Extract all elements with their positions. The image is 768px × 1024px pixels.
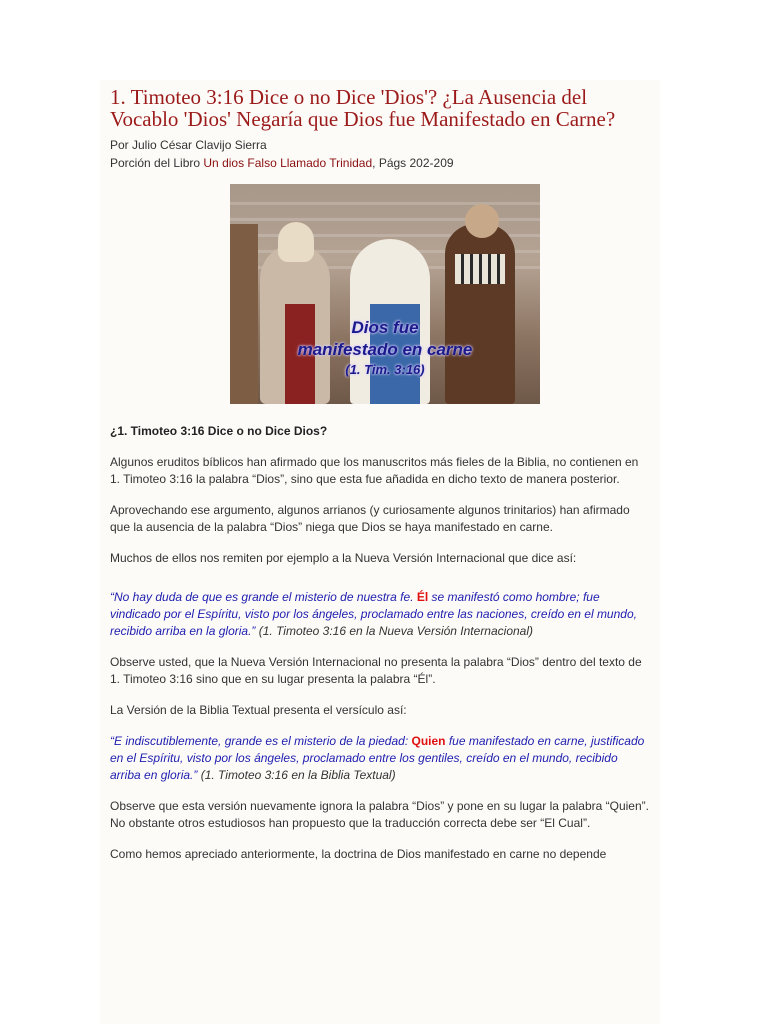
quote-textual-reference: (1. Timoteo 3:16 en la Biblia Textual) bbox=[197, 768, 396, 782]
paragraph-3: Muchos de ellos nos remiten por ejemplo a la Nueva Versión Internacional que dice así: bbox=[110, 551, 577, 565]
paragraph-2: Aprovechando ese argumento, algunos arrianos (y curiosamente algunos trinitarios) han afirmado que la ausencia de la palabra “Dios” niega que Dios se haya manifestado en carne. bbox=[110, 503, 630, 534]
figure-right-shawl bbox=[455, 254, 505, 284]
quote-nvi bbox=[110, 589, 650, 640]
caption-line-1: Dios fue bbox=[351, 318, 419, 337]
source-suffix: , Págs 202-209 bbox=[372, 156, 454, 170]
quote-textual bbox=[110, 733, 650, 784]
paragraph-1: Algunos eruditos bíblicos han afirmado que los manuscritos más fieles de la Biblia, no contienen en 1. Timoteo 3:16 la palabra “Dios”, sino que esta fue añadida en dicho texto de manera posterior. bbox=[110, 455, 639, 486]
quote-nvi-part-a: “No hay duda de que es grande el misterio de nuestra fe. bbox=[110, 590, 417, 604]
quote-textual-part-a: “E indiscutiblemente, grande es el misterio de la piedad: bbox=[110, 734, 412, 748]
paragraph-7: Como hemos apreciado anteriormente, la doctrina de Dios manifestado en carne no depende bbox=[110, 847, 607, 861]
illustration-image bbox=[230, 184, 540, 404]
document-page bbox=[100, 80, 660, 1024]
article-author: Por Julio César Clavijo Sierra bbox=[110, 138, 267, 152]
book-link[interactable]: Un dios Falso Llamado Trinidad bbox=[203, 156, 373, 170]
caption-line-3: (1. Tim. 3:16) bbox=[345, 362, 425, 377]
article-content bbox=[110, 86, 650, 863]
quote-nvi-part-b: se manifestó como hombre; fue vindicado por el Espíritu, visto por los ángeles, proclamado entre las naciones, creído en el mundo, recibido arriba en la gloria.” bbox=[110, 590, 637, 638]
article-source bbox=[110, 154, 650, 172]
section-heading: ¿1. Timoteo 3:16 Dice o no Dice Dios? bbox=[110, 424, 328, 438]
figure-right-robe bbox=[445, 224, 515, 404]
caption-line-2: manifestado en carne bbox=[297, 340, 473, 359]
source-prefix: Porción del Libro bbox=[110, 156, 204, 170]
paragraph-5: La Versión de la Biblia Textual presenta el versículo así: bbox=[110, 703, 407, 717]
figure-left-head bbox=[278, 222, 314, 262]
quote-textual-highlight: Quien bbox=[411, 734, 446, 748]
paragraph-6: Observe que esta versión nuevamente ignora la palabra “Dios” y pone en su lugar la palabra “Quien”. No obstante otros estudiosos han propuesto que la traducción correcta debe ser “El Cual”. bbox=[110, 799, 649, 830]
quote-nvi-highlight: Él bbox=[416, 590, 429, 604]
quote-nvi-reference: (1. Timoteo 3:16 en la Nueva Versión Internacional) bbox=[255, 624, 534, 638]
figure-right-head bbox=[465, 204, 499, 238]
paragraph-4: Observe usted, que la Nueva Versión Internacional no presenta la palabra “Dios” dentro del texto de 1. Timoteo 3:16 sino que en su lugar presenta la palabra “Él”. bbox=[110, 655, 642, 686]
figure-far-left bbox=[230, 224, 258, 404]
article-title: 1. Timoteo 3:16 Dice o no Dice 'Dios'? ¿La Ausencia del Vocablo 'Dios' Negaría que Dios fue Manifestado en Carne? bbox=[110, 85, 616, 131]
quote-textual-part-b: fue manifestado en carne, justificado en el Espíritu, visto por los ángeles, proclamado entre los gentiles, creído en el mundo, recibido arriba en gloria.” bbox=[110, 734, 645, 782]
